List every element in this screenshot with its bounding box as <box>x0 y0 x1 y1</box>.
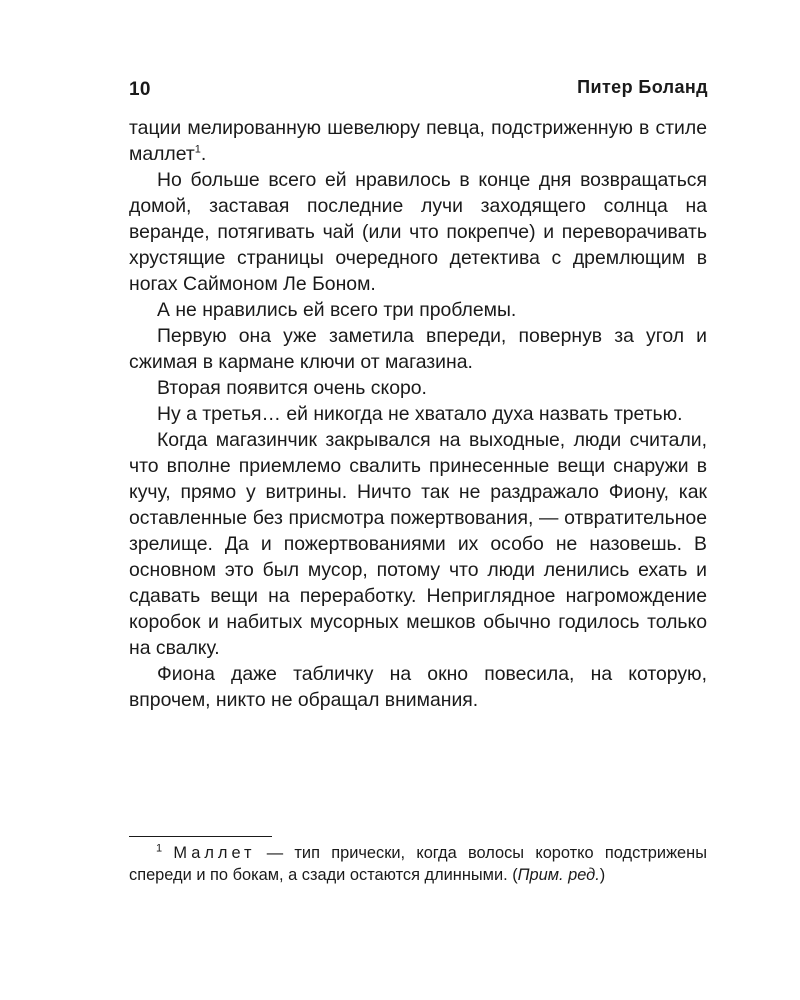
paragraph-4: Первую она уже заметила впереди, повернув за угол и сжимая в кармане ключи от магазина. <box>129 325 707 373</box>
footnote-editor-note: Прим. ред. <box>517 866 600 884</box>
main-text <box>129 115 707 713</box>
footnote-text: — тип прически, когда волосы коротко подстрижены спереди и по бокам, а сзади остаются длинными. ( <box>129 844 707 884</box>
footnote-reference: 1 <box>194 143 201 156</box>
paragraph-7: Когда магазинчик закрывался на выходные, люди считали, что вполне приемлемо свалить принесенные вещи снаружи в кучу, прямо у витрины. Ничто так не раздражало Фиону, как оставленные без присмотра пожертвования, — отвратительное зрелище. Да и пожертвованиями их особо не назовешь. В основном это был мусор, потому что люди ленились ехать и сдавать вещи на переработку. Неприглядное нагромождение коробок и набитых мусорных мешков обычно годилось только на свалку. <box>129 429 707 659</box>
footnote-close: ) <box>599 866 606 884</box>
footnote-divider <box>129 836 272 837</box>
paragraph-3: А не нравились ей всего три проблемы. <box>157 299 517 321</box>
footnote-marker: 1 <box>156 842 163 855</box>
paragraph-1-text: тации мелированную шевелюру певца, подстриженную в стиле маллет <box>129 117 707 165</box>
paragraph-5: Вторая появится очень скоро. <box>157 377 427 399</box>
paragraph-6: Ну а третья… ей никогда не хватало духа назвать третью. <box>157 403 683 425</box>
running-head-author: Питер Боланд <box>577 77 708 97</box>
paragraph-1-tail: . <box>200 143 207 165</box>
paragraph-1 <box>129 115 707 167</box>
paragraph-2: Но больше всего ей нравилось в конце дня возвращаться домой, заставая последние лучи заходящего солнца на веранде, потягивать чай (или что покрепче) и переворачивать хрустящие страницы очередного детектива с дремлющим в ногах Саймоном Ле Боном. <box>129 169 707 295</box>
page-number: 10 <box>129 79 151 100</box>
footnote <box>129 842 707 886</box>
paragraph-8: Фиона даже табличку на окно повесила, на которую, впрочем, никто не обращал внимания. <box>129 663 707 711</box>
footnote-term: Маллет <box>173 844 256 862</box>
